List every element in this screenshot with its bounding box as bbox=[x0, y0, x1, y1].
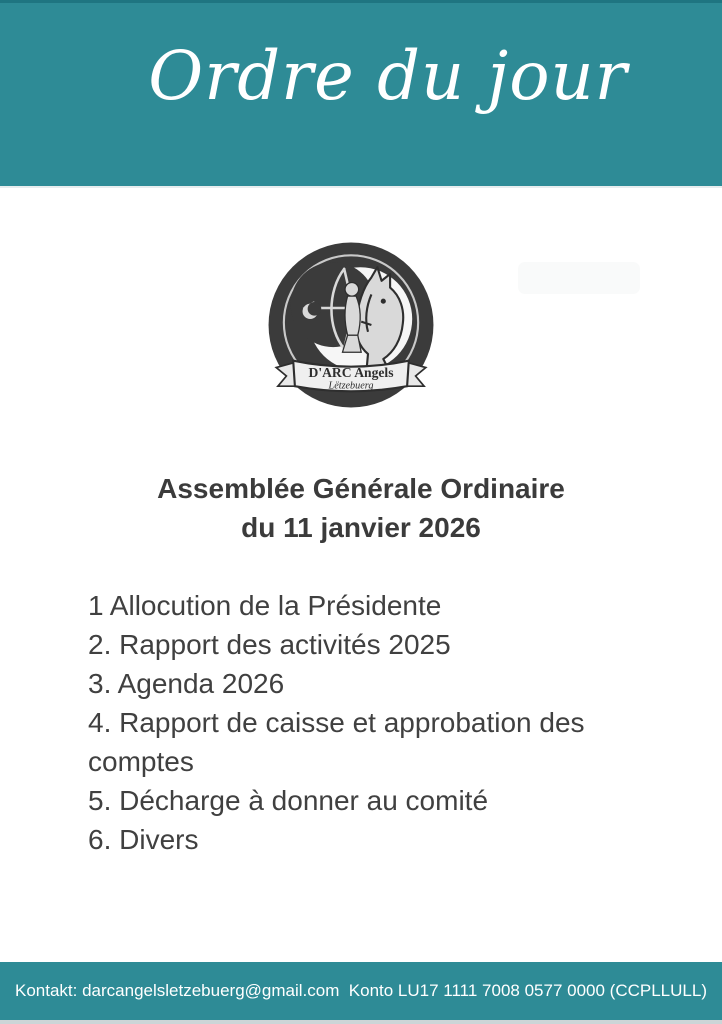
meeting-title bbox=[0, 469, 722, 547]
meeting-title-line1: Assemblée Générale Ordinaire bbox=[157, 473, 565, 504]
agenda-item: 1 Allocution de la Présidente bbox=[88, 590, 442, 621]
agenda-item: 2. Rapport des activités 2025 bbox=[88, 629, 451, 660]
logo-banner-country: Lëtzebuerg bbox=[328, 380, 374, 392]
club-logo bbox=[266, 239, 436, 411]
faint-watermark bbox=[518, 262, 640, 294]
page-title: Ordre du jour bbox=[148, 37, 628, 115]
agenda-item: 6. Divers bbox=[88, 824, 199, 855]
logo-banner bbox=[276, 361, 426, 392]
agenda-item: 4. Rapport de caisse et approbation des comptes bbox=[88, 707, 585, 777]
header-band bbox=[0, 0, 722, 188]
footer-account: Konto LU17 1111 7008 0577 0000 (CCPLLULL) bbox=[348, 981, 707, 1000]
logo-banner-name: D'ARC Angels bbox=[308, 364, 394, 380]
agenda-item: 3. Agenda 2026 bbox=[88, 668, 285, 699]
agenda-list bbox=[88, 586, 654, 859]
footer-band bbox=[0, 962, 722, 1020]
archer-horse-emblem-icon bbox=[266, 239, 436, 411]
meeting-title-line2: du 11 janvier 2026 bbox=[241, 512, 481, 543]
agenda-item: 5. Décharge à donner au comité bbox=[88, 785, 489, 816]
page-bottom-edge bbox=[0, 1020, 722, 1024]
footer-contact: Kontakt: darcangelsletzebuerg@gmail.com bbox=[15, 981, 340, 1000]
